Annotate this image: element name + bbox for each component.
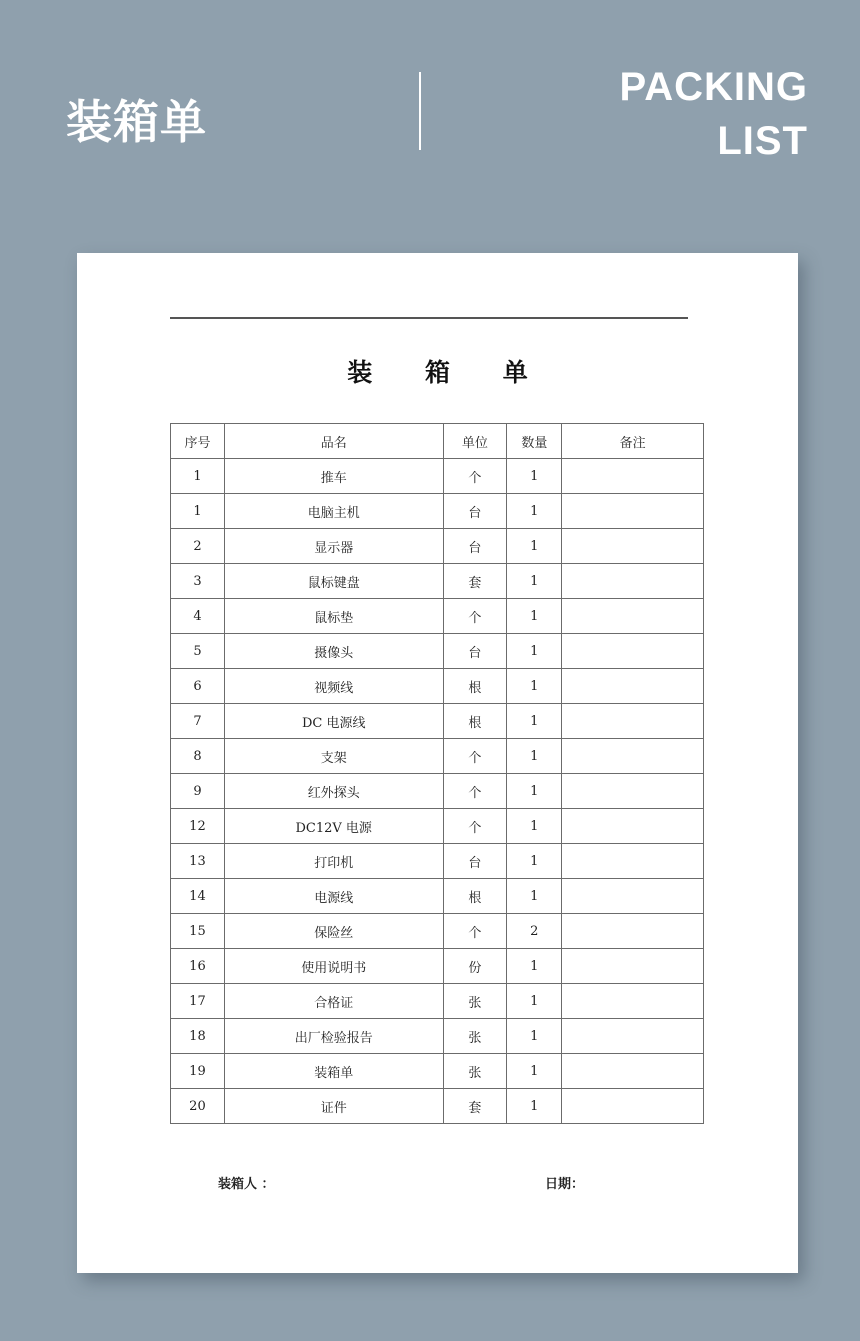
column-header-qty: 数量 <box>507 424 562 459</box>
table-row <box>171 1019 704 1054</box>
cell-name: 鼠标键盘 <box>224 564 443 599</box>
cell-note <box>562 599 704 634</box>
table-row <box>171 564 704 599</box>
cell-unit: 个 <box>443 809 507 844</box>
cell-no: 16 <box>171 949 225 984</box>
table-row <box>171 599 704 634</box>
cell-no: 1 <box>171 494 225 529</box>
cell-unit: 根 <box>443 879 507 914</box>
cell-unit: 张 <box>443 984 507 1019</box>
cell-name: 保险丝 <box>224 914 443 949</box>
table-row <box>171 704 704 739</box>
cell-name: 电脑主机 <box>224 494 443 529</box>
cell-unit: 个 <box>443 739 507 774</box>
date-label: 日期： <box>545 1177 585 1192</box>
column-header-no: 序号 <box>171 424 225 459</box>
cell-name: 合格证 <box>224 984 443 1019</box>
cell-qty: 1 <box>507 669 562 704</box>
table-row <box>171 494 704 529</box>
cell-name: 显示器 <box>224 529 443 564</box>
cell-qty: 1 <box>507 1089 562 1124</box>
cell-no: 14 <box>171 879 225 914</box>
table-row <box>171 879 704 914</box>
table-row <box>171 949 704 984</box>
cell-qty: 1 <box>507 564 562 599</box>
header-divider <box>419 72 421 150</box>
cell-note <box>562 739 704 774</box>
cell-no: 12 <box>171 809 225 844</box>
column-header-unit: 单位 <box>443 424 507 459</box>
cell-unit: 个 <box>443 774 507 809</box>
table-row <box>171 984 704 1019</box>
document-title: 装 箱 单 <box>347 358 550 387</box>
table-header-row <box>171 424 704 459</box>
cell-note <box>562 984 704 1019</box>
document-paper <box>77 253 798 1273</box>
cell-qty: 1 <box>507 774 562 809</box>
cell-unit: 根 <box>443 669 507 704</box>
cell-qty: 1 <box>507 599 562 634</box>
column-header-name: 品名 <box>224 424 443 459</box>
cell-no: 9 <box>171 774 225 809</box>
cell-no: 15 <box>171 914 225 949</box>
cell-note <box>562 879 704 914</box>
cell-name: 红外探头 <box>224 774 443 809</box>
cell-no: 17 <box>171 984 225 1019</box>
table-row <box>171 669 704 704</box>
cell-unit: 张 <box>443 1019 507 1054</box>
cell-no: 13 <box>171 844 225 879</box>
cell-unit: 个 <box>443 459 507 494</box>
cell-name: DC 电源线 <box>224 704 443 739</box>
cell-name: 装箱单 <box>224 1054 443 1089</box>
cell-note <box>562 809 704 844</box>
cell-unit: 套 <box>443 564 507 599</box>
cell-note <box>562 669 704 704</box>
cell-qty: 1 <box>507 1054 562 1089</box>
cell-qty: 1 <box>507 529 562 564</box>
cell-name: 出厂检验报告 <box>224 1019 443 1054</box>
cell-no: 18 <box>171 1019 225 1054</box>
header-english-line2: LIST <box>717 119 808 163</box>
cell-unit: 张 <box>443 1054 507 1089</box>
table-row <box>171 1054 704 1089</box>
header-title: 装箱单 <box>66 95 207 149</box>
top-rule <box>170 317 688 319</box>
cell-unit: 台 <box>443 494 507 529</box>
cell-note <box>562 634 704 669</box>
cell-note <box>562 564 704 599</box>
cell-qty: 1 <box>507 739 562 774</box>
cell-no: 7 <box>171 704 225 739</box>
table-row <box>171 844 704 879</box>
table-row <box>171 739 704 774</box>
cell-qty: 1 <box>507 949 562 984</box>
cell-note <box>562 949 704 984</box>
cell-unit: 根 <box>443 704 507 739</box>
cell-no: 1 <box>171 459 225 494</box>
cell-qty: 1 <box>507 634 562 669</box>
table-row <box>171 529 704 564</box>
cell-no: 5 <box>171 634 225 669</box>
cell-qty: 1 <box>507 809 562 844</box>
cell-unit: 个 <box>443 914 507 949</box>
cell-qty: 1 <box>507 1019 562 1054</box>
cell-unit: 台 <box>443 529 507 564</box>
cell-unit: 台 <box>443 634 507 669</box>
cell-no: 4 <box>171 599 225 634</box>
header-english-title <box>620 60 808 168</box>
cell-note <box>562 844 704 879</box>
cell-name: 打印机 <box>224 844 443 879</box>
cell-name: 证件 <box>224 1089 443 1124</box>
table-row <box>171 634 704 669</box>
cell-unit: 份 <box>443 949 507 984</box>
table-row <box>171 914 704 949</box>
table-row <box>171 809 704 844</box>
table-row <box>171 459 704 494</box>
cell-no: 2 <box>171 529 225 564</box>
cell-note <box>562 1054 704 1089</box>
cell-name: 电源线 <box>224 879 443 914</box>
packer-label: 装箱人 ： <box>218 1177 275 1192</box>
cell-qty: 1 <box>507 984 562 1019</box>
header-english-line1: PACKING <box>619 65 808 109</box>
cell-no: 3 <box>171 564 225 599</box>
cell-no: 8 <box>171 739 225 774</box>
column-header-note: 备注 <box>562 424 704 459</box>
cell-no: 19 <box>171 1054 225 1089</box>
cell-name: 鼠标垫 <box>224 599 443 634</box>
cell-no: 20 <box>171 1089 225 1124</box>
cell-unit: 台 <box>443 844 507 879</box>
cell-unit: 个 <box>443 599 507 634</box>
cell-note <box>562 704 704 739</box>
cell-name: 视频线 <box>224 669 443 704</box>
cell-name: 使用说明书 <box>224 949 443 984</box>
cell-note <box>562 1089 704 1124</box>
cell-name: 支架 <box>224 739 443 774</box>
cell-qty: 1 <box>507 704 562 739</box>
cell-qty: 1 <box>507 879 562 914</box>
table-row <box>171 774 704 809</box>
cell-note <box>562 914 704 949</box>
packing-table <box>170 423 704 1124</box>
cell-qty: 2 <box>507 914 562 949</box>
cell-note <box>562 774 704 809</box>
table-row <box>171 1089 704 1124</box>
cell-qty: 1 <box>507 844 562 879</box>
cell-note <box>562 494 704 529</box>
cell-qty: 1 <box>507 459 562 494</box>
cell-unit: 套 <box>443 1089 507 1124</box>
cell-name: DC12V 电源 <box>224 809 443 844</box>
cell-note <box>562 529 704 564</box>
cell-note <box>562 459 704 494</box>
cell-name: 摄像头 <box>224 634 443 669</box>
cell-note <box>562 1019 704 1054</box>
cell-name: 推车 <box>224 459 443 494</box>
cell-no: 6 <box>171 669 225 704</box>
cell-qty: 1 <box>507 494 562 529</box>
